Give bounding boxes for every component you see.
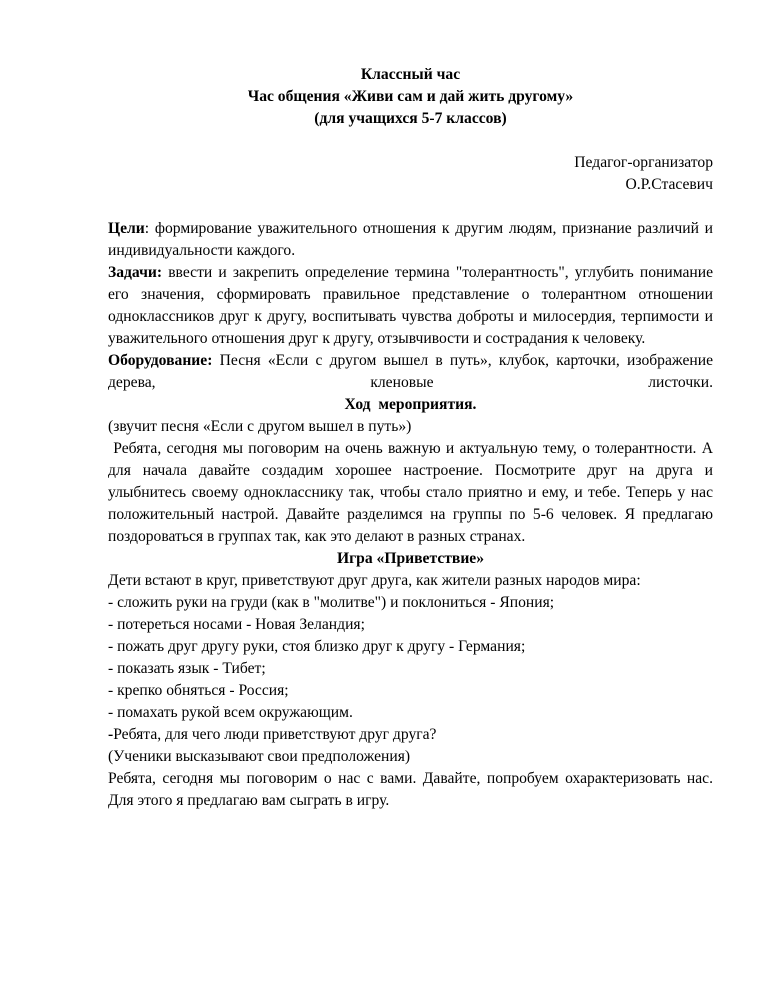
intro-paragraph: Ребята, сегодня мы поговорим на очень важную и актуальную тему, о толерантности. А для начала давайте создадим хорошее настроение. Посмотрите друг на друга и улыбнитесь своему однокласснику так, чтобы стало приятно и ему, и тебе. Теперь у нас положительный настрой. Давайте разделимся на группы по 5-6 человек. Я предлагаю поздороваться в группах так, как это делают в разных странах. [108,440,713,545]
tasks-text: ввести и закрепить определение термина "толерантность", углубить понимание его значения, сформировать правильное представление о толерантном отношении одноклассников друг к другу, воспитывать чувства доброты и милосердия, терпимости и уважительного отношения друг к другу, отзывчивости и сострадания к человеку. [108,264,713,347]
equipment-paragraph [108,350,713,394]
document-page [108,64,713,812]
author-role: Педагог-организатор [574,154,713,171]
closing-paragraph: Ребята, сегодня мы поговорим о нас с вами. Давайте, попробуем охарактеризовать нас. Для этого я предлагаю вам сыграть в игру. [108,770,713,809]
goals-text: : формирование уважительного отношения к другим людям, признание различий и индивидуальности каждого. [108,220,713,259]
doc-title: Час общения «Живи сам и дай жить другому» [247,88,574,105]
tasks-paragraph [108,262,713,350]
author-name: О.Р.Стасевич [625,176,713,193]
question-text: Ребята, для чего люди приветствуют друг друга? [113,726,437,743]
question-dash: - [108,726,114,743]
list-item: - сложить руки на груди (как в "молитве") и поклониться - Япония; [108,594,555,611]
list-item: - пожать друг другу руки, стоя близко друг к другу - Германия; [108,638,526,655]
goals-label: Цели [108,220,145,237]
song-note: (звучит песня «Если с другом вышел в путь») [108,418,412,435]
question-line [108,724,713,746]
doc-subtitle: (для учащихся 5-7 классов) [314,110,507,127]
list-item: - потереться носами - Новая Зеландия; [108,616,365,633]
list-item: - показать язык - Тибет; [108,660,266,677]
list-item: - помахать рукой всем окружающим. [108,704,353,721]
goals-paragraph [108,218,713,262]
game-title: Игра «Приветствие» [336,550,485,567]
tasks-label: Задачи: [108,264,163,281]
doc-heading-type: Классный час [360,66,461,83]
list-item: - крепко обняться - Россия; [108,682,289,699]
students-note: (Ученики высказывают свои предположения) [108,748,411,765]
equipment-label: Оборудование: [108,352,213,369]
game-description: Дети встают в круг, приветствуют друг друга, как жители разных народов мира: [108,572,641,589]
equipment-text: Песня «Если с другом вышел в путь», клубок, карточки, изображение дерева, кленовые листочки. [108,352,713,391]
course-title: Ход мероприятия. [344,396,477,413]
